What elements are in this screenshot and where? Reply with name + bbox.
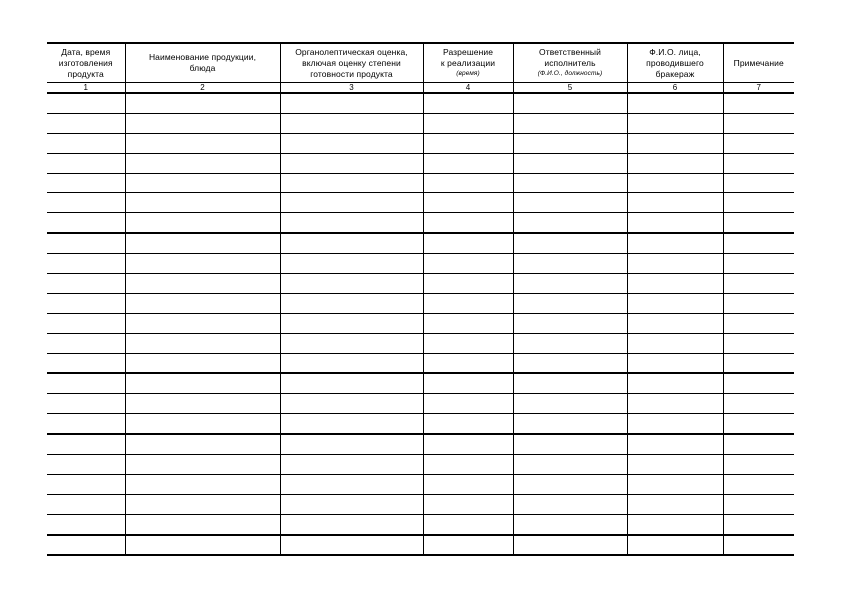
column-header-line: Ф.И.О. лица, <box>649 46 701 57</box>
table-cell[interactable] <box>723 494 794 514</box>
table-cell[interactable] <box>125 274 280 294</box>
table-row <box>47 293 794 313</box>
table-cell[interactable] <box>513 434 627 454</box>
table-cell[interactable] <box>280 455 423 475</box>
table-cell[interactable] <box>47 474 125 494</box>
table-cell[interactable] <box>627 394 723 414</box>
column-header-line: проводившего <box>646 57 704 68</box>
table-cell[interactable] <box>280 333 423 353</box>
table-cell[interactable] <box>423 333 513 353</box>
table-cell[interactable] <box>47 133 125 153</box>
table-cell[interactable] <box>627 113 723 133</box>
table-cell[interactable] <box>513 394 627 414</box>
table-cell[interactable] <box>513 274 627 294</box>
table-cell[interactable] <box>513 494 627 514</box>
table-row <box>47 434 794 454</box>
table-cell[interactable] <box>125 293 280 313</box>
table-cell[interactable] <box>423 293 513 313</box>
table-cell[interactable] <box>125 254 280 274</box>
table-cell[interactable] <box>723 434 794 454</box>
table-cell[interactable] <box>513 213 627 233</box>
column-header-5 <box>513 43 627 83</box>
table-cell[interactable] <box>423 213 513 233</box>
table-cell[interactable] <box>723 373 794 393</box>
column-header-line: блюда <box>189 63 216 73</box>
table-cell[interactable] <box>125 353 280 373</box>
table-cell[interactable] <box>423 414 513 434</box>
table-cell[interactable] <box>125 455 280 475</box>
column-number-3: 3 <box>280 83 423 94</box>
column-header-3 <box>280 43 423 83</box>
table-cell[interactable] <box>47 153 125 173</box>
table-cell[interactable] <box>125 434 280 454</box>
table-cell[interactable] <box>125 514 280 534</box>
table-cell[interactable] <box>423 353 513 373</box>
table-row <box>47 213 794 233</box>
table-cell[interactable] <box>125 333 280 353</box>
table-cell[interactable] <box>627 193 723 213</box>
table-cell[interactable] <box>723 313 794 333</box>
table-cell[interactable] <box>280 193 423 213</box>
table-cell[interactable] <box>47 394 125 414</box>
table-cell[interactable] <box>47 193 125 213</box>
table-cell[interactable] <box>723 173 794 193</box>
table-cell[interactable] <box>280 153 423 173</box>
table-row <box>47 233 794 253</box>
table-cell[interactable] <box>47 535 125 556</box>
column-header-line: Наименование продукции, <box>148 52 257 62</box>
table-row <box>47 514 794 534</box>
table-cell[interactable] <box>423 514 513 534</box>
table-cell[interactable] <box>423 173 513 193</box>
table-cell[interactable] <box>513 373 627 393</box>
table-cell[interactable] <box>280 494 423 514</box>
table-cell[interactable] <box>47 514 125 534</box>
table-cell[interactable] <box>627 514 723 534</box>
table-cell[interactable] <box>627 153 723 173</box>
table-cell[interactable] <box>513 93 627 113</box>
table-cell[interactable] <box>723 353 794 373</box>
table-cell[interactable] <box>723 414 794 434</box>
column-header-line: Органолептическая оценка, <box>295 46 408 57</box>
table-cell[interactable] <box>423 93 513 113</box>
table-cell[interactable] <box>513 113 627 133</box>
table-cell[interactable] <box>47 434 125 454</box>
table-cell[interactable] <box>627 133 723 153</box>
column-number-6: 6 <box>627 83 723 94</box>
column-header-line: к реализации <box>440 58 496 68</box>
table-cell[interactable] <box>723 113 794 133</box>
table-cell[interactable] <box>280 535 423 556</box>
table-cell[interactable] <box>125 414 280 434</box>
table-cell[interactable] <box>627 274 723 294</box>
table-cell[interactable] <box>723 274 794 294</box>
table-cell[interactable] <box>513 173 627 193</box>
column-number-4: 4 <box>423 83 513 94</box>
table-cell[interactable] <box>513 333 627 353</box>
table-cell[interactable] <box>125 153 280 173</box>
table-cell[interactable] <box>513 293 627 313</box>
table-cell[interactable] <box>423 153 513 173</box>
table-cell[interactable] <box>125 173 280 193</box>
table-cell[interactable] <box>423 474 513 494</box>
table-cell[interactable] <box>723 394 794 414</box>
table-cell[interactable] <box>125 373 280 393</box>
table-cell[interactable] <box>280 414 423 434</box>
table-cell[interactable] <box>627 93 723 113</box>
column-header-6 <box>627 43 723 83</box>
column-header-note: (время) <box>456 70 480 77</box>
table-cell[interactable] <box>723 293 794 313</box>
table-cell[interactable] <box>280 233 423 253</box>
table-cell[interactable] <box>47 233 125 253</box>
table-cell[interactable] <box>423 133 513 153</box>
column-number-7: 7 <box>723 83 794 94</box>
column-number-2: 2 <box>125 83 280 94</box>
column-header-line: исполнитель <box>544 58 596 68</box>
table-cell[interactable] <box>280 373 423 393</box>
table-cell[interactable] <box>125 535 280 556</box>
column-header-line: изготовления <box>58 57 113 68</box>
table-cell[interactable] <box>280 434 423 454</box>
table-cell[interactable] <box>47 274 125 294</box>
column-header-line: Ответственный <box>538 47 601 57</box>
table-cell[interactable] <box>125 233 280 253</box>
table-cell[interactable] <box>627 373 723 393</box>
table-cell[interactable] <box>280 514 423 534</box>
table-cell[interactable] <box>627 233 723 253</box>
table-cell[interactable] <box>423 193 513 213</box>
table-cell[interactable] <box>47 113 125 133</box>
table-cell[interactable] <box>125 313 280 333</box>
table-cell[interactable] <box>423 274 513 294</box>
table-row <box>47 173 794 193</box>
table-cell[interactable] <box>47 494 125 514</box>
table-cell[interactable] <box>423 113 513 133</box>
table-cell[interactable] <box>125 93 280 113</box>
table-cell[interactable] <box>47 213 125 233</box>
table-row <box>47 474 794 494</box>
table-cell[interactable] <box>280 274 423 294</box>
table-cell[interactable] <box>723 233 794 253</box>
table-cell[interactable] <box>423 313 513 333</box>
table-cell[interactable] <box>627 414 723 434</box>
table-cell[interactable] <box>125 133 280 153</box>
column-header-line: готовности продукта <box>310 68 393 79</box>
table-cell[interactable] <box>280 254 423 274</box>
table-cell[interactable] <box>423 455 513 475</box>
table-cell[interactable] <box>627 434 723 454</box>
column-header-note: (Ф.И.О., должность) <box>537 70 603 77</box>
table-row <box>47 394 794 414</box>
table-cell[interactable] <box>513 353 627 373</box>
table-cell[interactable] <box>280 313 423 333</box>
table-cell[interactable] <box>125 213 280 233</box>
table-row <box>47 494 794 514</box>
column-header-line: Примечание <box>733 57 784 68</box>
table-cell[interactable] <box>47 173 125 193</box>
table-cell[interactable] <box>627 173 723 193</box>
table-row <box>47 353 794 373</box>
table-row <box>47 274 794 294</box>
table-cell[interactable] <box>423 233 513 253</box>
table-cell[interactable] <box>280 133 423 153</box>
table-row <box>47 373 794 393</box>
table-cell[interactable] <box>47 353 125 373</box>
table-cell[interactable] <box>627 313 723 333</box>
column-number-5: 5 <box>513 83 627 94</box>
table-cell[interactable] <box>627 455 723 475</box>
table-cell[interactable] <box>627 494 723 514</box>
table-cell[interactable] <box>280 394 423 414</box>
brakerazh-journal-page <box>47 42 794 556</box>
table-cell[interactable] <box>513 254 627 274</box>
table-cell[interactable] <box>280 474 423 494</box>
table-cell[interactable] <box>627 535 723 556</box>
table-cell[interactable] <box>280 113 423 133</box>
column-headers-row <box>47 43 794 83</box>
table-cell[interactable] <box>423 394 513 414</box>
table-row <box>47 313 794 333</box>
table-cell[interactable] <box>627 333 723 353</box>
table-row <box>47 193 794 213</box>
table-cell[interactable] <box>47 455 125 475</box>
table-cell[interactable] <box>125 474 280 494</box>
table-cell[interactable] <box>723 535 794 556</box>
table-row <box>47 333 794 353</box>
table-cell[interactable] <box>627 254 723 274</box>
table-cell[interactable] <box>513 133 627 153</box>
table-row <box>47 93 794 113</box>
table-cell[interactable] <box>47 373 125 393</box>
table-cell[interactable] <box>513 313 627 333</box>
table-row <box>47 133 794 153</box>
table-cell[interactable] <box>423 254 513 274</box>
table-cell[interactable] <box>47 254 125 274</box>
table-cell[interactable] <box>125 193 280 213</box>
table-cell[interactable] <box>513 474 627 494</box>
column-header-2 <box>125 43 280 83</box>
table-cell[interactable] <box>627 353 723 373</box>
table-cell[interactable] <box>723 455 794 475</box>
table-row <box>47 535 794 556</box>
table-cell[interactable] <box>723 213 794 233</box>
table-cell[interactable] <box>280 173 423 193</box>
table-cell[interactable] <box>723 153 794 173</box>
table-cell[interactable] <box>627 474 723 494</box>
column-header-7 <box>723 43 794 83</box>
journal-entries <box>47 93 794 555</box>
table-cell[interactable] <box>47 293 125 313</box>
table-cell[interactable] <box>47 414 125 434</box>
table-cell[interactable] <box>125 113 280 133</box>
table-row <box>47 414 794 434</box>
table-cell[interactable] <box>513 455 627 475</box>
table-cell[interactable] <box>423 494 513 514</box>
table-cell[interactable] <box>125 494 280 514</box>
table-cell[interactable] <box>723 254 794 274</box>
column-number-1: 1 <box>47 83 125 94</box>
table-cell[interactable] <box>423 434 513 454</box>
table-row <box>47 455 794 475</box>
column-header-4 <box>423 43 513 83</box>
table-cell[interactable] <box>723 514 794 534</box>
table-row <box>47 254 794 274</box>
table-cell[interactable] <box>513 514 627 534</box>
table-cell[interactable] <box>423 535 513 556</box>
column-numbers-row <box>47 83 794 94</box>
table-cell[interactable] <box>280 293 423 313</box>
table-cell[interactable] <box>723 193 794 213</box>
table-cell[interactable] <box>627 213 723 233</box>
table-row <box>47 113 794 133</box>
table-cell[interactable] <box>47 93 125 113</box>
table-cell[interactable] <box>723 333 794 353</box>
column-header-line: Дата, время <box>61 46 111 57</box>
table-cell[interactable] <box>513 414 627 434</box>
table-cell[interactable] <box>280 213 423 233</box>
column-header-line: Разрешение <box>442 47 494 57</box>
brakerazh-journal-table <box>47 42 794 556</box>
table-cell[interactable] <box>280 353 423 373</box>
column-header-line: бракераж <box>655 68 695 79</box>
table-cell[interactable] <box>47 313 125 333</box>
column-header-line: продукта <box>67 68 104 79</box>
table-cell[interactable] <box>723 133 794 153</box>
table-cell[interactable] <box>513 193 627 213</box>
table-cell[interactable] <box>627 293 723 313</box>
table-cell[interactable] <box>723 93 794 113</box>
table-cell[interactable] <box>513 153 627 173</box>
table-cell[interactable] <box>423 373 513 393</box>
table-row <box>47 153 794 173</box>
column-header-line: включая оценку степени <box>302 57 401 68</box>
table-cell[interactable] <box>125 394 280 414</box>
table-cell[interactable] <box>280 93 423 113</box>
table-cell[interactable] <box>513 535 627 556</box>
table-cell[interactable] <box>47 333 125 353</box>
table-cell[interactable] <box>723 474 794 494</box>
column-header-1 <box>47 43 125 83</box>
table-cell[interactable] <box>513 233 627 253</box>
